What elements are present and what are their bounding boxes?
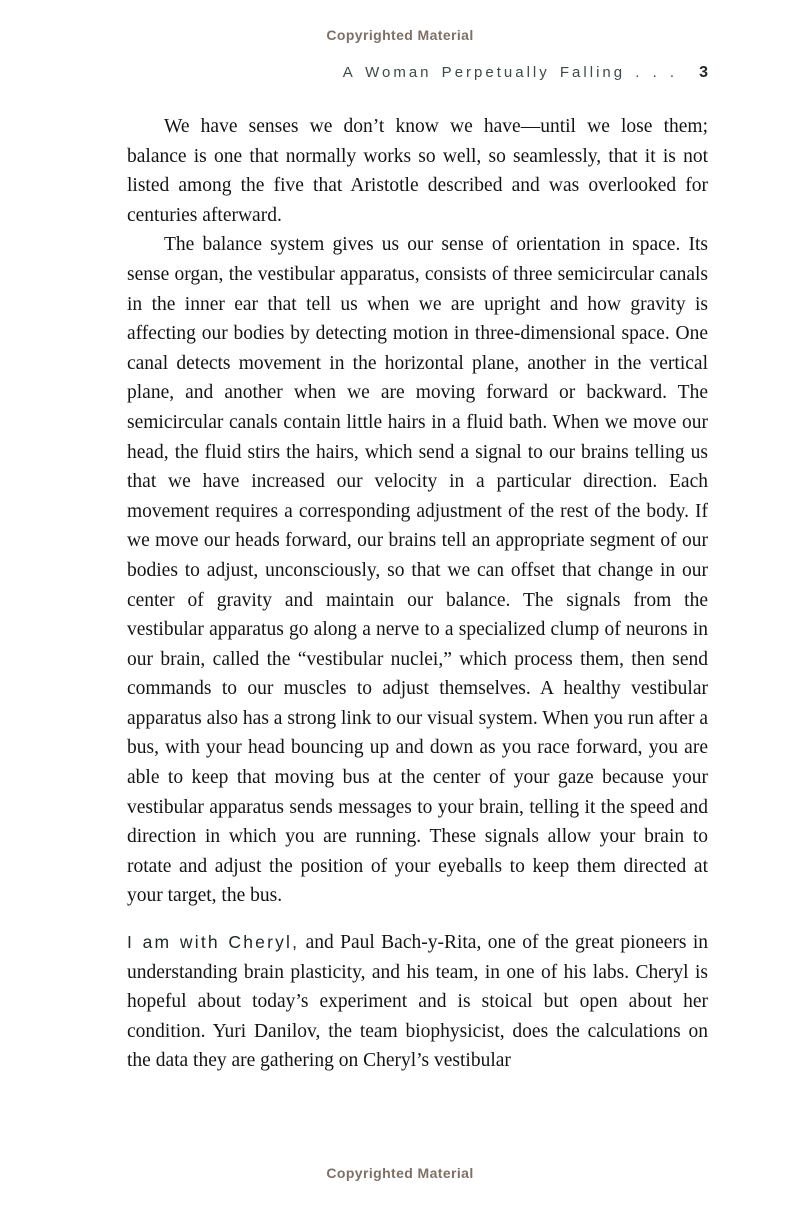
paragraph <box>127 928 708 1076</box>
section-lead-in: I am with Cheryl, <box>127 932 300 953</box>
chapter-title: A Woman Perpetually Falling . . . <box>342 64 678 81</box>
copyright-notice-bottom: Copyrighted Material <box>326 1165 474 1181</box>
copyright-notice-top: Copyrighted Material <box>326 27 474 43</box>
body-text <box>127 112 708 1076</box>
paragraph: We have senses we don’t know we have—until we lose them; balance is one that normally works so well, so seamlessly, that it is not listed among the five that Aristotle described and was overlooked for centuries afterward. <box>127 116 708 226</box>
page-number: 3 <box>699 64 708 81</box>
paragraph-continuation: and Paul Bach-y-Rita, one of the great pioneers in understanding brain plasticity, and his team, in one of his labs. Cheryl is hopeful about today’s experiment and is stoical but open about her condition. Yuri Danilov, the team biophysicist, does the calculations on the data they are gathering on Cheryl’s vestibular <box>127 932 709 1072</box>
running-header <box>127 64 708 82</box>
paragraph: The balance system gives us our sense of orientation in space. Its sense organ, the vestibular apparatus, consists of three semicircular canals in the inner ear that tell us when we are upright and how gravity is affecting our bodies by detecting motion in three-dimensional space. One canal detects movement in the horizontal plane, another in the vertical plane, and another when we are moving forward or backward. The semicircular canals contain little hairs in a fluid bath. When we move our head, the fluid stirs the hairs, which send a signal to our brains telling us that we have increased our velocity in a particular direction. Each movement requires a corresponding adjustment of the rest of the body. If we move our heads forward, our brains tell an appropriate segment of our bodies to adjust, unconsciously, so that we can offset that change in our center of gravity and maintain our balance. The signals from the vestibular apparatus go along a nerve to a specialized clump of neurons in our brain, called the “vestibular nuclei,” which process them, then send commands to our muscles to adjust themselves. A healthy vestibular apparatus also has a strong link to our visual system. When you run after a bus, with your head bouncing up and down as you race forward, you are able to keep that moving bus at the center of your gaze because your vestibular apparatus sends messages to your brain, telling it the speed and direction in which you are running. These signals allow your brain to rotate and adjust the position of your eyeballs to keep them directed at your target, the bus. <box>127 234 708 907</box>
